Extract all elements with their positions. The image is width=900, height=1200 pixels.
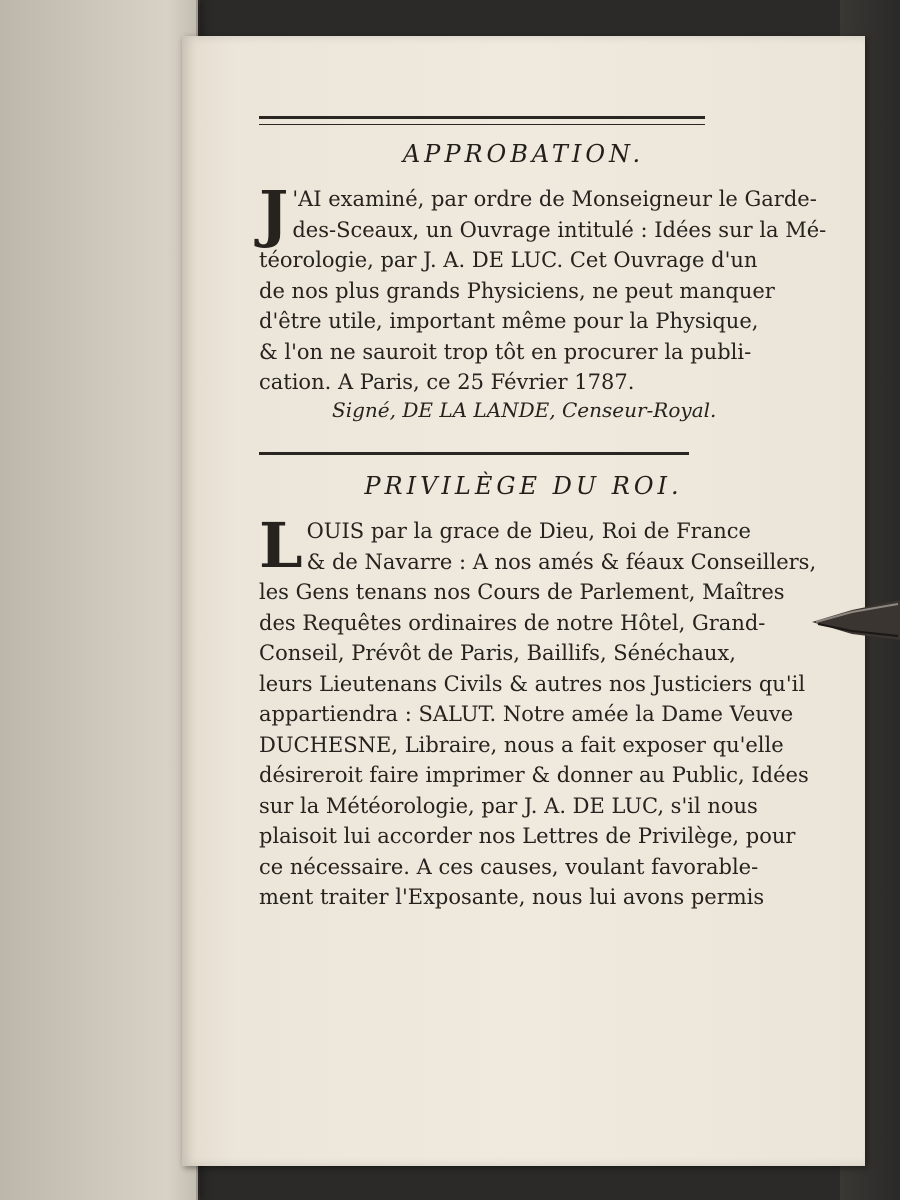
approbation-line: téorologie, par J. A. DE LUC. Cet Ouvrage d'un bbox=[259, 248, 758, 272]
privilege-line: plaisoit lui accorder nos Lettres de Privilège, pour bbox=[259, 824, 796, 848]
approbation-text bbox=[259, 177, 827, 398]
pointer-marker-icon bbox=[812, 598, 900, 642]
approbation-dropcap: J bbox=[259, 177, 289, 250]
left-page-edge bbox=[0, 0, 198, 1200]
privilege-line: sur la Météorologie, par J. A. DE LUC, s'il nous bbox=[259, 793, 758, 818]
middle-rule bbox=[259, 452, 689, 455]
privilege-line: Conseil, Prévôt de Paris, Baillifs, Sénéchaux, bbox=[259, 641, 736, 665]
approbation-line: & l'on ne sauroit trop tôt en procurer la publi- bbox=[259, 339, 752, 364]
approbation-heading: APPROBATION. bbox=[402, 140, 645, 168]
privilege-dropcap: L bbox=[259, 509, 303, 582]
top-double-rule bbox=[259, 116, 705, 125]
privilege-line: OUIS par la grace de Dieu, Roi de France bbox=[306, 519, 751, 543]
privilege-line: leurs Lieutenans Civils & autres nos Justiciers qu'il bbox=[259, 671, 806, 696]
privilege-line: & de Navarre : A nos amés & féaux Conseillers, bbox=[306, 549, 817, 574]
privilege-line: DUCHESNE, Libraire, nous a fait exposer qu'elle bbox=[259, 732, 784, 757]
privilege-line: ment traiter l'Exposante, nous lui avons permis bbox=[259, 885, 765, 909]
approbation-line: cation. A Paris, ce 25 Février 1787. bbox=[259, 370, 635, 394]
book-page bbox=[182, 36, 865, 1166]
privilege-text bbox=[259, 509, 817, 913]
approbation-line: de nos plus grands Physiciens, ne peut manquer bbox=[259, 278, 775, 303]
approbation-line: d'être utile, important même pour la Physique, bbox=[259, 309, 759, 333]
privilege-line: désireroit faire imprimer & donner au Public, Idées bbox=[259, 763, 809, 787]
privilege-line: ce nécessaire. A ces causes, voulant favorable- bbox=[259, 854, 759, 879]
approbation-line: 'AI examiné, par ordre de Monseigneur le Garde- bbox=[292, 187, 817, 211]
privilege-line: appartiendra : SALUT. Notre amée la Dame Veuve bbox=[259, 702, 794, 726]
privilege-line: des Requêtes ordinaires de notre Hôtel, Grand- bbox=[259, 610, 766, 635]
privilege-heading: PRIVILÈGE DU ROI. bbox=[364, 472, 683, 500]
privilege-line: les Gens tenans nos Cours de Parlement, Maîtres bbox=[259, 580, 785, 604]
approbation-line: des-Sceaux, un Ouvrage intitulé : Idées sur la Mé- bbox=[292, 217, 827, 242]
approbation-signature: Signé, DE LA LANDE, Censeur-Royal. bbox=[332, 398, 717, 422]
